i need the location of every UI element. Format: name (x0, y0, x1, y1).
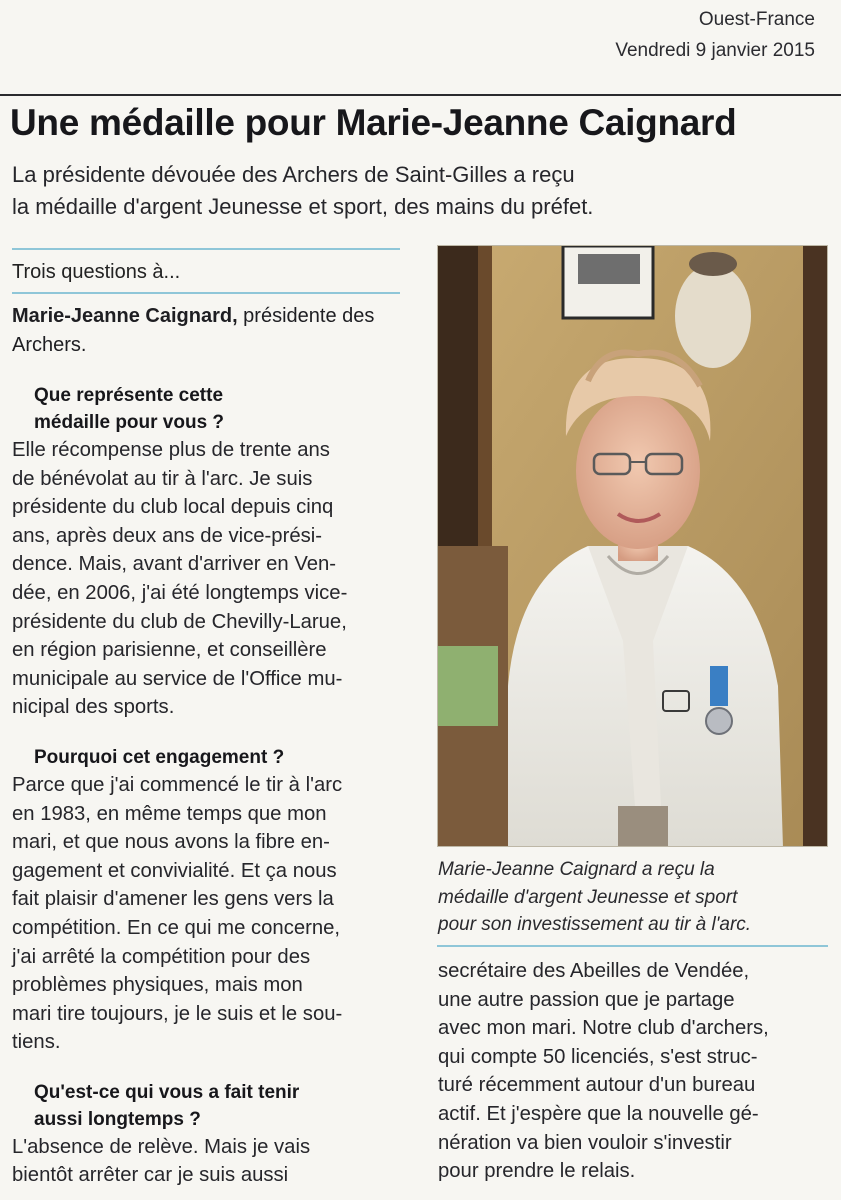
continuation-column (438, 957, 829, 1186)
answer-line: nicipal des sports. (12, 696, 175, 719)
continuation-line: qui compte 50 licenciés, s'est struc- (438, 1045, 758, 1068)
continuation-line: une autre passion que je partage (438, 988, 735, 1011)
interview-kicker: Trois questions à... (12, 261, 181, 283)
answer-line: L'absence de relève. Mais je vais (12, 1135, 311, 1158)
answer-line: Elle récompense plus de trente ans (12, 439, 330, 461)
frame-picture (578, 254, 640, 284)
question-line: médaille pour vous ? (34, 412, 225, 433)
answer-line: mari tire toujours, je le suis et le sou- (12, 1002, 343, 1025)
question-line: Pourquoi cet engagement ? (34, 746, 285, 768)
continuation-line: secrétaire des Abeilles de Vendée, (438, 960, 750, 982)
answer-2 (12, 771, 400, 1057)
caption-rule (437, 945, 828, 947)
question-2 (12, 744, 400, 771)
answer-line: dée, en 2006, j'ai été longtemps vice- (12, 581, 348, 604)
plaster-bust (675, 264, 751, 368)
interview-column (12, 248, 400, 1190)
portrait-photo (437, 245, 828, 847)
answer-line: dence. Mais, avant d'arriver en Ven- (12, 553, 337, 576)
question-line: aussi longtemps ? (34, 1108, 201, 1130)
answer-line: compétition. En ce qui me concerne, (12, 916, 341, 939)
answer-3 (12, 1133, 400, 1190)
answer-line: gagement et convivialité. Et ça nous (12, 859, 337, 882)
newspaper-name: Ouest-France (698, 9, 815, 30)
continuation-line: actif. Et j'espère que la nouvelle gé- (438, 1102, 759, 1125)
standfirst-line: La présidente dévouée des Archers de Saint-Gilles a reçu (12, 162, 575, 187)
answer-line: fait plaisir d'amener les gens vers la (12, 888, 334, 911)
question-line: Qu'est-ce qui vous a fait tenir (34, 1081, 300, 1103)
answer-line: ans, après deux ans de vice-prési- (12, 524, 323, 547)
standfirst-line: la médaille d'argent Jeunesse et sport, des mains du préfet. (12, 194, 594, 219)
answer-line: en 1983, en même temps que mon (12, 802, 327, 825)
header-divider (0, 94, 841, 96)
answer-line: présidente du club de Chevilly-Larue, (12, 610, 347, 633)
caption-line: médaille d'argent Jeunesse et sport (438, 886, 738, 908)
issue-date: Vendredi 9 janvier 2015 (615, 40, 815, 61)
answer-line: municipale au service de l'Office mu- (12, 667, 343, 690)
green-object (438, 646, 498, 726)
answer-line: présidente du club local depuis cinq (12, 496, 334, 519)
masthead (615, 4, 815, 66)
portrait-photo-illustration (438, 246, 828, 847)
interviewee-name: Marie-Jeanne Caignard, (12, 305, 238, 327)
answer-line: bientôt arrêter car je suis aussi (12, 1164, 289, 1187)
article-headline: Une médaille pour Marie-Jeanne Caignard (10, 102, 737, 143)
section-rule (12, 292, 400, 294)
question-1 (12, 382, 400, 436)
photo-caption (438, 856, 828, 939)
continuation-line: nération va bien vouloir s'investir (438, 1131, 732, 1154)
medal-ribbon (710, 666, 728, 706)
answer-1 (12, 436, 400, 722)
interviewee-intro (12, 302, 400, 360)
bust-ornament (689, 252, 737, 276)
answer-line: Parce que j'ai commencé le tir à l'arc (12, 773, 343, 796)
continuation-line: turé récemment autour d'un bureau (438, 1074, 756, 1097)
grey-top (618, 806, 668, 847)
question-3 (12, 1079, 400, 1133)
answer-line: de bénévolat au tir à l'arc. Je suis (12, 467, 313, 490)
answer-line: en région parisienne, et conseillère (12, 639, 327, 662)
right-door-frame (803, 246, 828, 847)
question-line: Que représente cette (34, 385, 224, 406)
answer-line: tiens. (12, 1031, 61, 1054)
answer-line: problèmes physiques, mais mon (12, 974, 303, 997)
silver-medal (706, 708, 732, 734)
caption-line: Marie-Jeanne Caignard a reçu la (438, 859, 715, 880)
answer-line: mari, et que nous avons la fibre en- (12, 831, 330, 854)
article-standfirst (12, 159, 832, 223)
continuation-line: pour prendre le relais. (438, 1160, 636, 1183)
continuation-line: avec mon mari. Notre club d'archers, (438, 1017, 769, 1040)
interviewee-role: présidente des Archers. (12, 305, 375, 356)
answer-line: j'ai arrêté la compétition pour des (12, 945, 311, 968)
caption-line: pour son investissement au tir à l'arc. (438, 914, 752, 935)
